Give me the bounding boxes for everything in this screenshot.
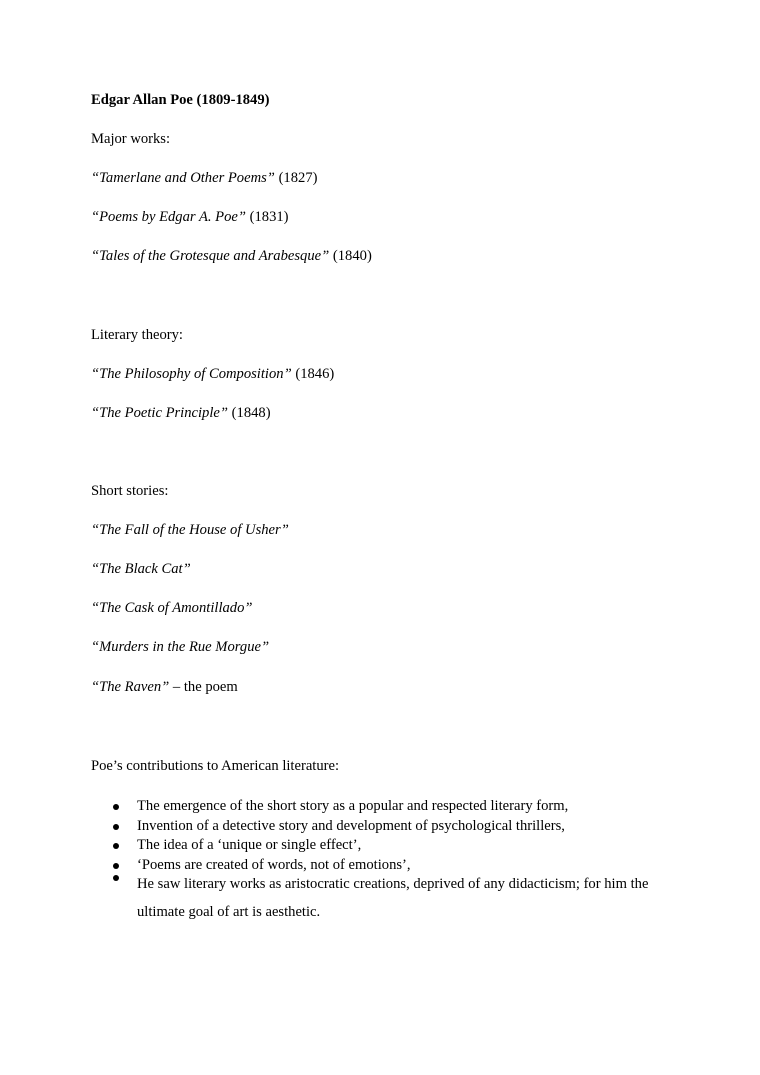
bullet-icon (113, 843, 119, 849)
work-year: (1848) (228, 405, 271, 421)
major-work-item (91, 169, 317, 187)
work-title: “Poems by Edgar A. Poe” (91, 209, 246, 225)
list-item (91, 836, 691, 856)
major-works-heading: Major works: (91, 131, 171, 147)
bullet-icon (113, 863, 119, 869)
contributions-heading: Poe’s contributions to American literature: (91, 758, 340, 774)
work-title: “The Raven” (91, 679, 170, 695)
short-story-item: “Murders in the Rue Morgue” (91, 639, 270, 655)
bullet-icon (113, 875, 119, 881)
short-stories-heading: Short stories: (91, 483, 169, 499)
major-work-item (91, 247, 372, 265)
literary-theory-heading: Literary theory: (91, 327, 183, 343)
list-item (91, 817, 691, 837)
major-work-item (91, 208, 289, 226)
document-title: Edgar Allan Poe (1809-1849) (91, 92, 270, 108)
work-title: “Tales of the Grotesque and Arabesque” (91, 248, 330, 264)
contributions-list (91, 797, 691, 926)
list-item-text: Invention of a detective story and development of psychological thrillers, (137, 817, 565, 834)
short-story-item: “The Black Cat” (91, 561, 191, 577)
theory-item (91, 365, 334, 383)
bullet-icon (113, 804, 119, 810)
list-item (91, 797, 691, 817)
work-year: (1827) (274, 170, 318, 186)
short-story-item: “The Cask of Amontillado” (91, 600, 253, 616)
list-item-text: The emergence of the short story as a popular and respected literary form, (137, 798, 569, 814)
list-item-text: He saw literary works as aristocratic creations, deprived of any didacticism; for him the ultimate goal of art is aesthetic. (137, 876, 649, 920)
short-story-item (91, 678, 238, 696)
list-item (91, 870, 691, 926)
work-title: “Tamerlane and Other Poems” (91, 170, 275, 186)
list-item-text: The idea of a ‘unique or single effect’, (137, 837, 362, 853)
theory-item (91, 404, 271, 422)
work-note: – the poem (169, 679, 238, 695)
work-title: “The Poetic Principle” (91, 405, 229, 421)
list-item-text: ‘Poems are created of words, not of emotions’, (137, 856, 411, 873)
work-year: (1840) (329, 248, 372, 264)
work-year: (1846) (291, 366, 335, 382)
short-story-item: “The Fall of the House of Usher” (91, 522, 289, 538)
bullet-icon (113, 824, 119, 830)
work-title: “The Philosophy of Composition” (91, 366, 292, 382)
work-year: (1831) (245, 209, 289, 225)
